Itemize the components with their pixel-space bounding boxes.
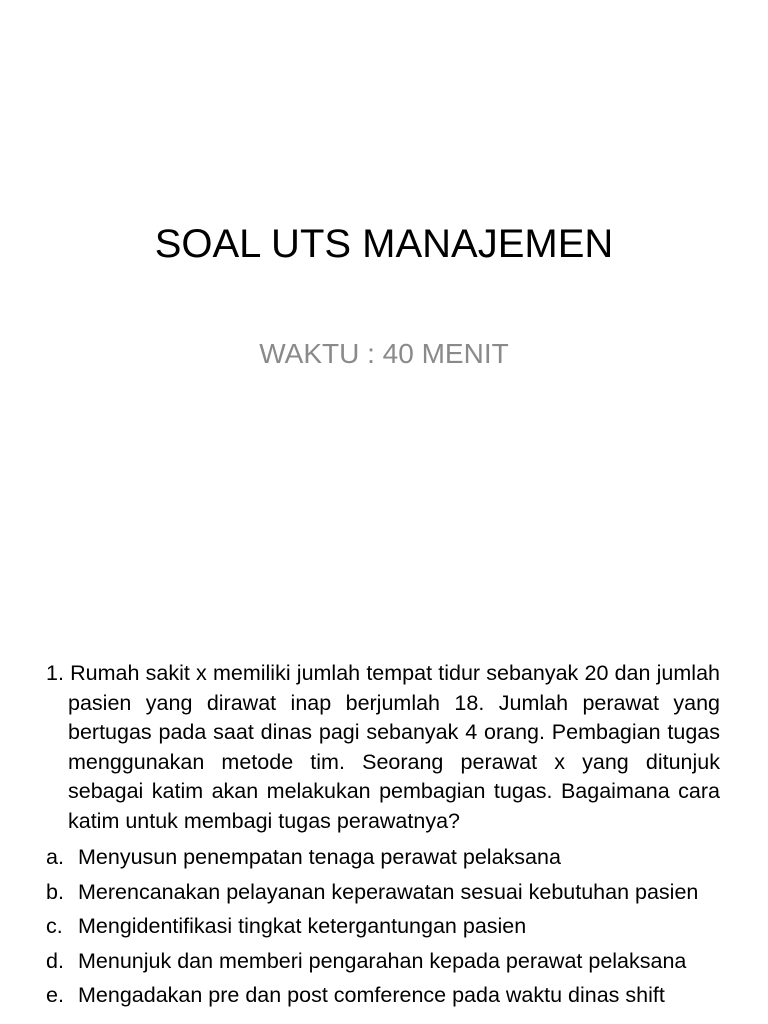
option-text: Menyusun penempatan tenaga perawat pelaksana [78, 845, 561, 869]
option-letter: b. [46, 879, 64, 904]
option-text: Menunjuk dan memberi pengarahan kepada perawat pelaksana [78, 948, 687, 973]
option-text: Mengidentifikasi tingkat ketergantungan pasien [78, 914, 527, 939]
option-letter: a. [46, 845, 64, 869]
answer-option-a [46, 840, 746, 875]
answer-options [46, 840, 746, 1013]
option-text: Mengadakan pre dan post comference pada waktu dinas shift [78, 983, 665, 1008]
answer-option-e [46, 978, 746, 1013]
option-letter: c. [46, 914, 63, 939]
slide-subtitle: WAKTU : 40 MENIT [259, 338, 509, 369]
answer-option-d [46, 944, 746, 979]
option-text: Merencanakan pelayanan keperawatan sesuai kebutuhan pasien [78, 879, 699, 904]
question-text: 1. Rumah sakit x memiliki jumlah tempat tidur sebanyak 20 dan jumlah pasien yang dirawat inap berjumlah 18. Jumlah perawat yang bertugas pada saat dinas pagi sebanyak 4 orang. Pembagian tugas menggunakan metode tim. Seorang perawat x yang ditunjuk sebagai katim akan melakukan pembagian tugas. Bagaimana cara katim untuk membagi tugas perawatnya? [46, 661, 720, 833]
option-letter: e. [46, 983, 64, 1008]
answer-option-c [46, 909, 746, 944]
answer-option-b [46, 875, 746, 910]
option-letter: d. [46, 948, 64, 973]
slide-title: SOAL UTS MANAJEMEN [154, 222, 614, 266]
